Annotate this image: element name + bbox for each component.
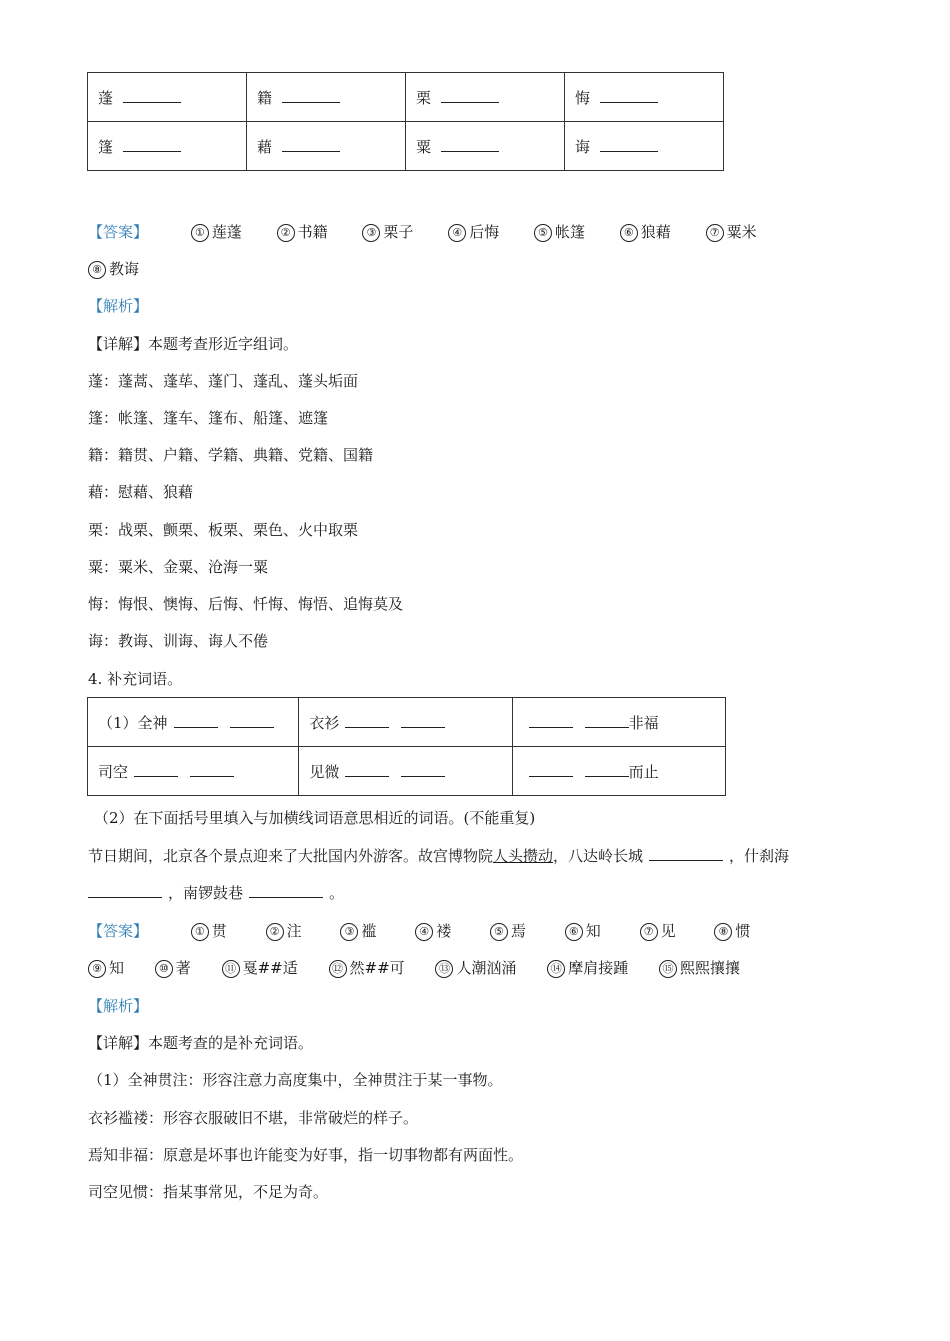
explanation-line: 衣衫褴褛：形容衣服破旧不堪，非常破烂的样子。	[88, 1109, 419, 1127]
char-label: 诲	[575, 137, 591, 156]
word-list-line: 粟：粟米、金粟、沧海一粟	[88, 558, 269, 576]
circle-number: ④	[415, 923, 433, 941]
answer-blank[interactable]	[529, 713, 573, 728]
answer-item: ⑦ 粟米	[706, 221, 757, 242]
question-title: 4. 补充词语。	[88, 670, 183, 688]
char-label: 藉	[257, 137, 273, 156]
analysis-label: 【解析】	[88, 997, 149, 1015]
answer-blank[interactable]	[123, 88, 181, 103]
circle-number: ⑮	[659, 960, 677, 978]
answer-item: ③ 栗子	[362, 221, 413, 242]
passage-line-2: ，南锣鼓巷 。	[88, 882, 344, 903]
char-label: 悔	[575, 88, 591, 107]
answer-blank[interactable]	[190, 762, 234, 777]
answer-label: 【答案】	[88, 922, 149, 940]
underlined-word: 人头攒动	[493, 847, 554, 865]
circle-number: ②	[277, 224, 295, 242]
circle-number: ③	[340, 923, 358, 941]
answer-item: ⑬ 人潮汹涌	[435, 957, 516, 978]
table-cell: 而止	[512, 747, 725, 796]
idiom-table	[87, 697, 726, 796]
answer-blank[interactable]	[345, 762, 389, 777]
word-list-line: 蓬：蓬蒿、蓬荜、蓬门、蓬乱、蓬头垢面	[88, 372, 359, 390]
answer-item: ① 莲蓬	[191, 221, 242, 242]
table-cell: 衣衫	[299, 698, 512, 747]
table-cell	[406, 122, 565, 171]
table-cell	[406, 73, 565, 122]
table-row	[88, 122, 724, 171]
answer-blank[interactable]	[600, 88, 658, 103]
character-table	[87, 72, 724, 171]
answer-item: ⑥ 狼藉	[620, 221, 671, 242]
circle-number: ⑫	[329, 960, 347, 978]
answer-item: ④ 褛	[415, 920, 451, 941]
word-list-line: 籍：籍贯、户籍、学籍、典籍、党籍、国籍	[88, 446, 374, 464]
answer-item: ⑩ 著	[155, 957, 191, 978]
answer-blank[interactable]	[134, 762, 178, 777]
answer-blank[interactable]	[345, 713, 389, 728]
circle-number: ⑥	[620, 224, 638, 242]
circle-number: ⑥	[565, 923, 583, 941]
answer-line-2	[88, 258, 169, 279]
table-cell	[247, 122, 406, 171]
circle-number: ⑤	[490, 923, 508, 941]
answer-blank[interactable]	[401, 762, 445, 777]
answer-item: ⑭ 摩肩接踵	[547, 957, 628, 978]
answer-blank[interactable]	[441, 88, 499, 103]
answer-blank[interactable]	[249, 883, 323, 898]
char-label: 粟	[416, 137, 432, 156]
answer-item: ④ 后悔	[448, 221, 499, 242]
answer-item: ⑧ 教诲	[88, 258, 139, 279]
table-cell: 司空	[88, 747, 299, 796]
table-row	[88, 73, 724, 122]
answer-item: ⑨ 知	[88, 957, 124, 978]
char-label: 籍	[257, 88, 273, 107]
circle-number: ①	[191, 923, 209, 941]
circle-number: ⑦	[640, 923, 658, 941]
circle-number: ⑪	[222, 960, 240, 978]
answer-blank[interactable]	[123, 137, 181, 152]
answer-item: ① 贯	[191, 920, 227, 941]
table-cell: （1）全神	[88, 698, 299, 747]
table-row	[88, 698, 726, 747]
char-label: 栗	[416, 88, 432, 107]
answer-item: ⑮ 熙熙攘攘	[659, 957, 740, 978]
circle-number: ⑨	[88, 960, 106, 978]
answer-blank[interactable]	[230, 713, 274, 728]
circle-number: ⑭	[547, 960, 565, 978]
circle-number: ④	[448, 224, 466, 242]
explanation-line: 焉知非福：原意是坏事也许能变为好事，指一切事物都有两面性。	[88, 1146, 524, 1164]
explanation-line: （1）全神贯注：形容注意力高度集中，全神贯注于某一事物。	[88, 1071, 503, 1089]
answer-item: ⑦ 见	[640, 920, 676, 941]
answer-blank[interactable]	[600, 137, 658, 152]
answer-item: ⑧ 惯	[714, 920, 750, 941]
answer-blank[interactable]	[401, 713, 445, 728]
answer-item: ⑤ 帐篷	[534, 221, 585, 242]
table-cell: 非福	[512, 698, 725, 747]
answer-line-3	[88, 920, 750, 941]
answer-blank[interactable]	[649, 846, 723, 861]
circle-number: ⑬	[435, 960, 453, 978]
detail-heading: 【详解】本题考查的是补充词语。	[88, 1034, 314, 1052]
circle-number: ⑩	[155, 960, 173, 978]
sub-question: （2）在下面括号里填入与加横线词语意思相近的词语。(不能重复)	[94, 809, 536, 827]
answer-line-1	[88, 221, 757, 242]
answer-blank[interactable]	[585, 713, 629, 728]
table-cell	[565, 122, 724, 171]
analysis-label: 【解析】	[88, 297, 149, 315]
answer-blank[interactable]	[441, 137, 499, 152]
word-list-line: 悔：悔恨、懊悔、后悔、忏悔、悔悟、追悔莫及	[88, 595, 404, 613]
answer-blank[interactable]	[282, 137, 340, 152]
answer-blank[interactable]	[585, 762, 629, 777]
answer-item: ⑥ 知	[565, 920, 601, 941]
circle-number: ③	[362, 224, 380, 242]
answer-blank[interactable]	[174, 713, 218, 728]
word-list-line: 藉：慰藉、狼藉	[88, 483, 194, 501]
answer-blank[interactable]	[88, 883, 162, 898]
circle-number: ⑧	[88, 261, 106, 279]
answer-line-4	[88, 957, 740, 978]
char-label: 篷	[98, 137, 114, 156]
answer-blank[interactable]	[529, 762, 573, 777]
circle-number: ⑤	[534, 224, 552, 242]
word-list-line: 篷：帐篷、篷车、篷布、船篷、遮篷	[88, 409, 329, 427]
table-cell: 见微	[299, 747, 512, 796]
char-label: 蓬	[98, 88, 114, 107]
word-list-line: 栗：战栗、颤栗、板栗、栗色、火中取栗	[88, 521, 359, 539]
word-list-line: 诲：教诲、训诲、诲人不倦	[88, 632, 269, 650]
answer-blank[interactable]	[282, 88, 340, 103]
answer-label: 【答案】	[88, 223, 149, 241]
passage-line-1: 节日期间，北京各个景点迎来了大批国内外游客。故宫博物院人头攒动，八达岭长城 ，什刹海	[88, 847, 790, 865]
answer-item: ⑪ 戛##适	[222, 957, 298, 978]
circle-number: ①	[191, 224, 209, 242]
answer-item: ② 注	[266, 920, 302, 941]
answer-item: ⑫ 然##可	[329, 957, 405, 978]
circle-number: ⑧	[714, 923, 732, 941]
circle-number: ⑦	[706, 224, 724, 242]
table-cell	[247, 73, 406, 122]
circle-number: ②	[266, 923, 284, 941]
answer-item: ② 书籍	[277, 221, 328, 242]
answer-item: ⑤ 焉	[490, 920, 526, 941]
explanation-line: 司空见惯：指某事常见，不足为奇。	[88, 1183, 329, 1201]
answer-item: ③ 褴	[340, 920, 376, 941]
table-row	[88, 747, 726, 796]
table-cell	[565, 73, 724, 122]
table-cell	[88, 122, 247, 171]
detail-heading: 【详解】本题考查形近字组词。	[88, 335, 299, 353]
table-cell	[88, 73, 247, 122]
